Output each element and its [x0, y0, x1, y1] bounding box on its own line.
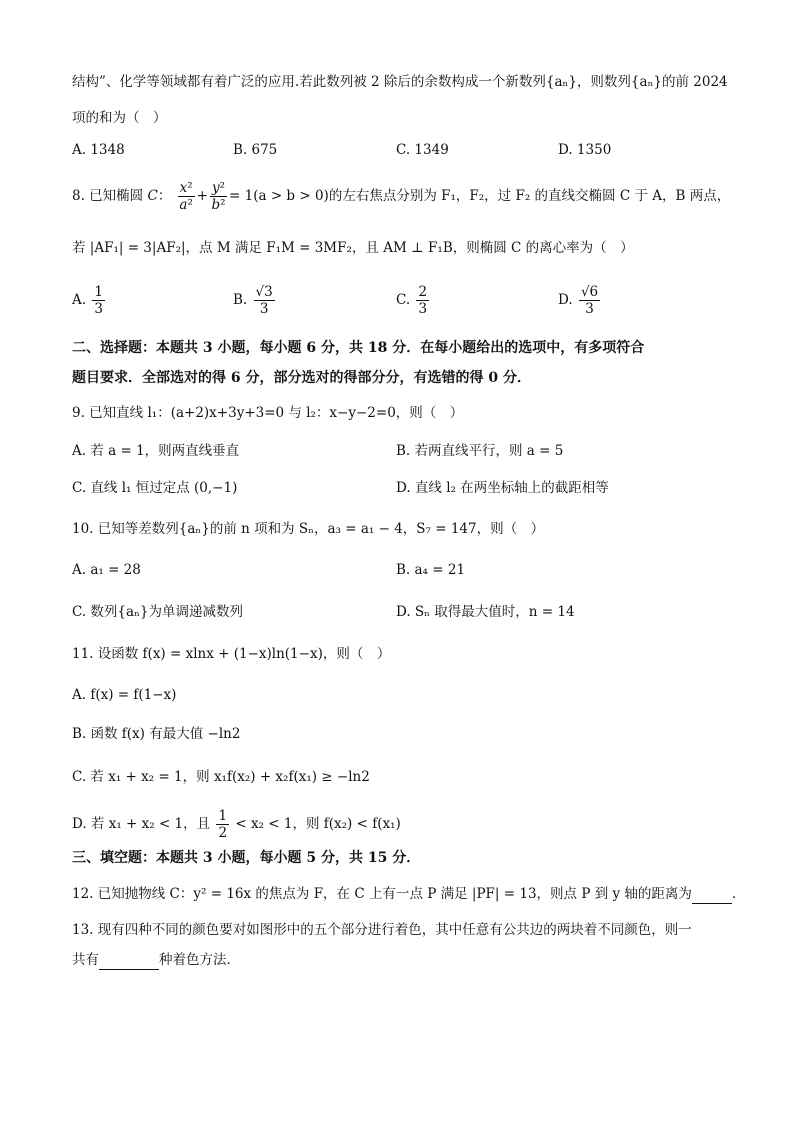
q7-stem-line2: 项的和为（ ） — [72, 110, 167, 126]
q8-option-b: B. $\frac{√3}{3}$ — [233, 284, 273, 317]
q9-option-b: B. 若两直线平行，则 a = 5 — [396, 443, 564, 459]
q11-option-b: B. 函数 f(x) 有最大值 −ln2 — [72, 726, 241, 742]
q9-option-d: D. 直线 l₂ 在两坐标轴上的截距相等 — [396, 480, 609, 496]
q10-stem: 10. 已知等差数列{aₙ}的前 n 项和为 Sₙ，a₃ = a₁ − 4，S₇ = 147，则（ ） — [72, 521, 545, 537]
q10-option-a: A. a₁ = 28 — [72, 562, 141, 578]
q13-answer-blank[interactable] — [99, 953, 159, 970]
q11-option-d: D. 若 x₁ + x₂ < 1，且 $\frac{1}{2}$ < x₂ < 1，则 f(x₂) < f(x₁) — [72, 808, 401, 841]
q11-stem: 11. 设函数 f(x) = xlnx + (1−x)ln(1−x)，则（ ） — [72, 646, 391, 662]
ellipse-y-term: $\frac{\text{y²}}{\text{b²}}$ — [211, 180, 226, 213]
q8-option-c: C. $\frac{2}{3}$ — [396, 284, 428, 317]
q8-prefix: 8. 已知椭圆 — [72, 188, 144, 204]
q9-stem: 9. 已知直线 l₁：(a+2)x+3y+3=0 与 l₂：x−y−2=0，则（ ） — [72, 405, 464, 421]
q11-option-c: C. 若 x₁ + x₂ = 1，则 x₁f(x₂) + x₂f(x₁) ≥ −ln2 — [72, 769, 370, 785]
q7-option-b: B. 675 — [233, 142, 278, 158]
q11-option-a: A. f(x) = f(1−x) — [72, 687, 177, 703]
section2-header-line1: 二、选择题：本题共 3 小题，每小题 6 分，共 18 分．在每小题给出的选项中，有多项符合 — [72, 340, 645, 356]
q7-option-c: C. 1349 — [396, 142, 449, 158]
q7-option-d: D. 1350 — [558, 142, 612, 158]
q8-ellipse-tail: = 1(a > b > 0)的左右焦点分别为 F₁，F₂，过 F₂ 的直线交椭圆 C 于 A，B 两点， — [229, 188, 731, 204]
q8-stem-line2: 若 |AF₁| = 3|AF₂|，点 M 满足 F₁M = 3MF₂，且 AM ⊥ F₁B，则椭圆 C 的离心率为（ ） — [72, 240, 634, 256]
section2-header-line2: 题目要求．全部选对的得 6 分，部分选对的得部分分，有选错的得 0 分． — [72, 370, 531, 386]
q8-stem-line1: 8. 已知椭圆 C： $\frac{\text{x²}}{\text{a²}}$ + $\frac{\text{y²}}{\text{b²}}$ = 1(a > b > 0)的左右焦点分别为 F₁，F₂，过 F₂ 的直线交椭圆 C 于 A，B 两点， — [72, 180, 731, 213]
q8-option-d: D. $\frac{√6}{3}$ — [558, 284, 599, 317]
q9-option-a: A. 若 a = 1，则两直线垂直 — [72, 443, 240, 459]
ellipse-x-term: $\frac{\text{x²}}{\text{a²}}$ — [179, 180, 193, 213]
q13-stem-line2: 共有 种着色方法． — [72, 952, 240, 968]
q7-option-a: A. 1348 — [72, 142, 125, 158]
q10-option-d: D. Sₙ 取得最大值时，n = 14 — [396, 604, 575, 620]
q9-option-c: C. 直线 l₁ 恒过定点 (0,−1) — [72, 480, 238, 496]
q10-option-c: C. 数列{aₙ}为单调递减数列 — [72, 604, 243, 620]
q12-answer-blank[interactable] — [692, 887, 732, 904]
q13-stem-line1: 13. 现有四种不同的颜色要对如图形中的五个部分进行着色，其中任意有公共边的两块着不同颜色，则一 — [72, 922, 692, 938]
section3-header: 三、填空题：本题共 3 小题，每小题 5 分，共 15 分． — [72, 850, 421, 866]
q12-stem: 12. 已知抛物线 C：y² = 16x 的焦点为 F，在 C 上有一点 P 满足 |PF| = 13，则点 P 到 y 轴的距离为 . — [72, 886, 737, 902]
q7-stem-line1: 结构”、化学等领域都有着广泛的应用.若此数列被 2 除后的余数构成一个新数列{aₙ}，则数列{aₙ}的前 2024 — [72, 74, 728, 90]
q10-option-b: B. a₄ = 21 — [396, 562, 466, 578]
q8-option-a: A. $\frac{1}{3}$ — [72, 284, 103, 317]
